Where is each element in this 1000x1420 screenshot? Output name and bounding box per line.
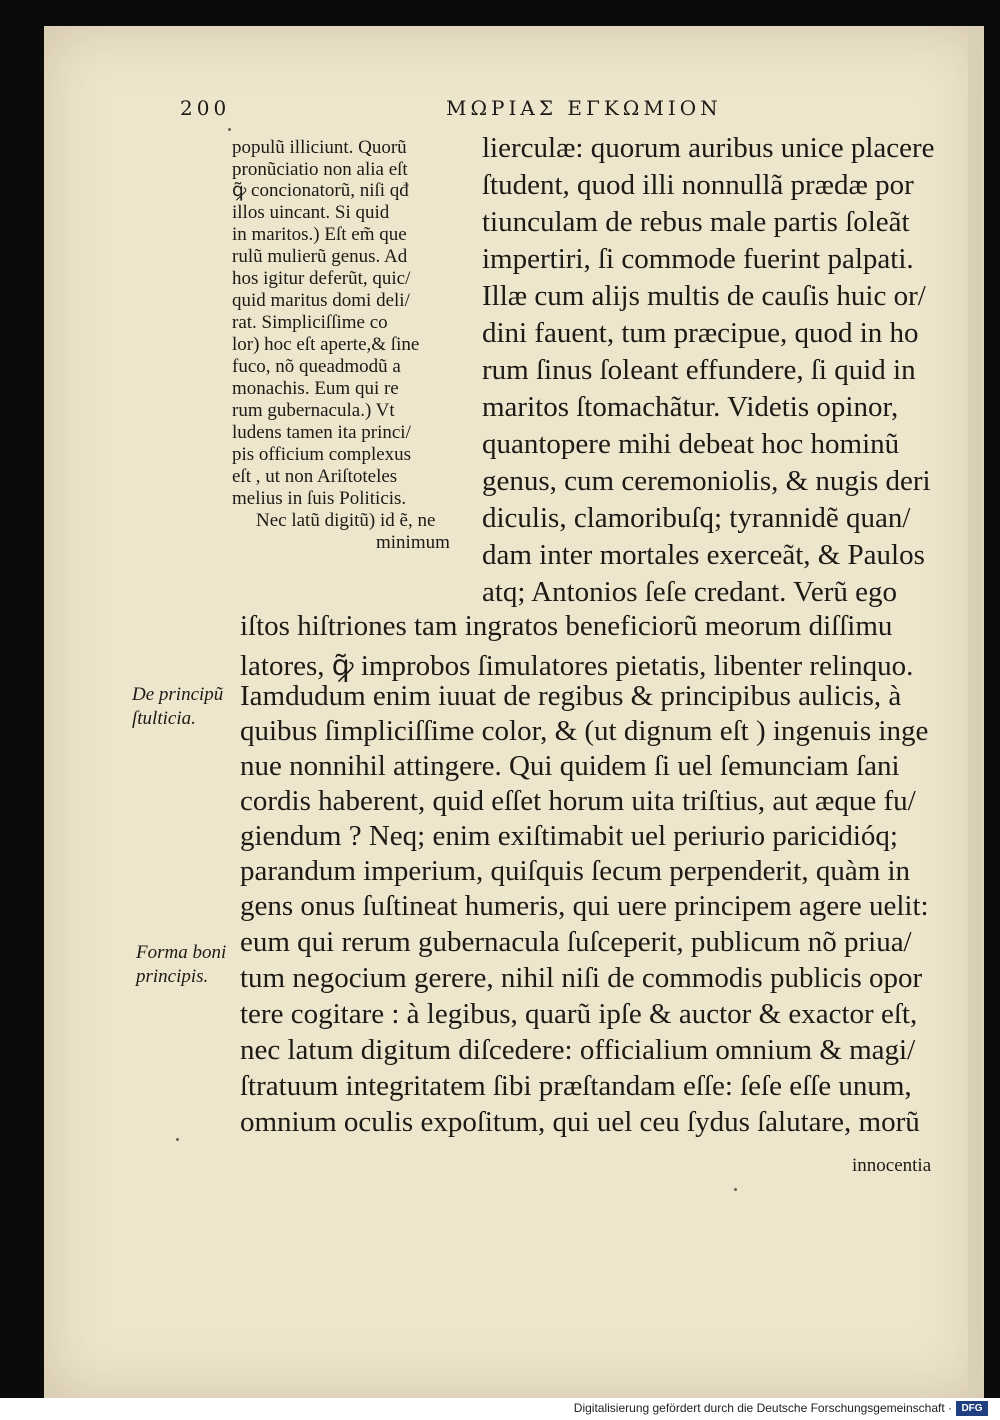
main-text-line: ſtudent, quod illi nonnullã prædæ por: [482, 169, 914, 201]
main-text-line: Illæ cum alijs multis de cauſis huic or/: [482, 280, 926, 312]
main-text-line: iſtos hiſtriones tam ingratos beneficiorũ meorum diſſimu: [240, 610, 893, 642]
gloss-line: rum gubernacula.) Vt: [232, 400, 395, 421]
main-text-line: rum ſinus ſoleant effundere, ſi quid in: [482, 354, 916, 386]
main-text-line: quantopere mihi debeat hoc hominũ: [482, 428, 900, 460]
ink-speck: [734, 1188, 737, 1191]
page-edge: [968, 30, 982, 1392]
gloss-line: melius in ſuis Politicis.: [232, 488, 407, 509]
main-text-line: gens onus ſuſtineat humeris, qui uere principem agere uelit:: [240, 890, 929, 922]
gloss-line: quid maritus domi deli/: [232, 290, 410, 311]
gloss-line: fuco, nõ queadmodũ a: [232, 356, 401, 377]
credit-text: Digitalisierung gefördert durch die Deutsche Forschungsgemeinschaft ·: [573, 1401, 952, 1415]
main-text-line: quibus ſimpliciſſime color, & (ut dignum eſt ) ingenuis inge: [240, 715, 929, 747]
main-text-line: nec latum digitum diſcedere: officialium omnium & magi/: [240, 1034, 916, 1066]
main-text-line: cordis haberent, quid eſſet horum uita triſtius, aut æque fu/: [240, 785, 916, 817]
gloss-line: in maritos.) Eſt em̃ que: [232, 224, 407, 245]
main-text-line: atq; Antonios ſeſe credant. Verũ ego: [482, 576, 898, 608]
main-text-line: impertiri, ſi commode fuerint palpati.: [482, 243, 914, 275]
main-text-line: omnium oculis expoſitum, qui uel ceu ſydus ſalutare, morũ: [240, 1106, 920, 1138]
gloss-line: rulũ mulierũ genus. Ad: [232, 246, 408, 267]
gloss-line: Nec latũ digitũ) id ẽ, ne: [256, 510, 436, 531]
dfg-logo: DFG: [956, 1401, 988, 1416]
gloss-line: pronũciatio non alia eſt: [232, 159, 408, 180]
gloss-line: ludens tamen ita princi/: [232, 422, 411, 443]
gloss-line: populũ illiciunt. Quorũ: [232, 137, 407, 158]
gloss-line: illos uincant. Si quid: [232, 202, 390, 223]
main-text-line: dini fauent, tum præcipue, quod in ho: [482, 317, 919, 349]
margin-note: ſtulticia.: [132, 708, 196, 729]
main-text-line: Iamdudum enim iuuat de regibus & principibus aulicis, à: [240, 680, 902, 712]
gloss-line: pis officium complexus: [232, 444, 412, 465]
gloss-line: ꝙ̃ concionatorũ, niſi qđ: [232, 180, 409, 201]
margin-note: De principũ: [132, 684, 224, 705]
main-text-line: lierculæ: quorum auribus unice placere: [482, 132, 935, 164]
margin-note: Forma boni: [136, 942, 227, 963]
main-text-line: parandum imperium, quiſquis ſecum perpenderit, quàm in: [240, 855, 911, 887]
running-title: ΜΩΡΙΑΣ ΕΓΚΩΜΙΟΝ: [446, 96, 722, 120]
main-text-line: giendum ? Neq; enim exiſtimabit uel periurio paricidióq;: [240, 820, 898, 852]
main-text-line: latores, ꝙ̃ improbos ſimulatores pietatis, libenter relinquo.: [240, 650, 914, 682]
page-number: 200: [180, 96, 231, 120]
main-text-line: nue nonnihil attingere. Qui quidem ſi uel ſemunciam ſani: [240, 750, 900, 782]
gloss-line: lor) hoc eſt aperte,& ſine: [232, 334, 420, 355]
ink-speck: [176, 1138, 179, 1141]
main-text-line: genus, cum ceremoniolis, & nugis deri: [482, 465, 931, 497]
catchword: innocentia: [852, 1155, 932, 1176]
main-text-line: tum negocium gerere, nihil niſi de commodis publicis opor: [240, 962, 923, 994]
main-text-line: tiunculam de rebus male partis ſoleãt: [482, 206, 910, 238]
main-text-line: eum qui rerum gubernacula ſuſceperit, publicum nõ priua/: [240, 926, 912, 958]
ink-speck: [228, 128, 231, 131]
main-text-line: diculis, clamoribuſq; tyrannidẽ quan/: [482, 502, 911, 534]
gloss-line: minimum: [376, 532, 450, 553]
main-text-line: dam inter mortales exerceãt, & Paulos: [482, 539, 925, 571]
digitization-credit-bar: [0, 1398, 1000, 1420]
gloss-line: eſt , ut non Ariſtoteles: [232, 466, 398, 487]
main-text-line: ſtratuum integritatem ſibi præſtandam eſſe: ſeſe eſſe unum,: [240, 1070, 912, 1102]
gloss-line: hos igitur deferũt, quic/: [232, 268, 411, 289]
main-text-line: tere cogitare : à legibus, quarũ ipſe & auctor & exactor eſt,: [240, 998, 918, 1030]
margin-note: principis.: [136, 966, 209, 987]
gloss-line: rat. Simpliciſſime co: [232, 312, 388, 333]
main-text-line: maritos ſtomachãtur. Videtis opinor,: [482, 391, 899, 423]
gloss-line: monachis. Eum qui re: [232, 378, 399, 399]
